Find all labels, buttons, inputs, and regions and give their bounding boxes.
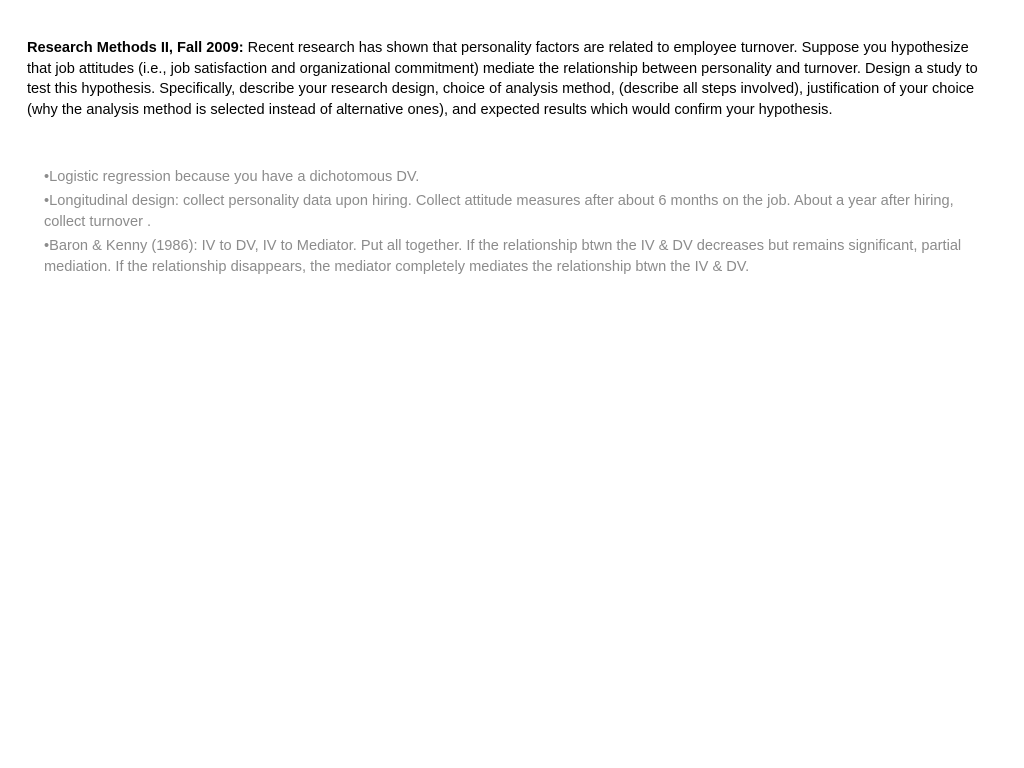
answer-item-longitudinal-design: •Longitudinal design: collect personality data upon hiring. Collect attitude measures after about 6 months on the job. About a year after hiring, collect turnover . (44, 192, 954, 230)
course-label: Research Methods II, Fall 2009: (27, 40, 244, 56)
answer-item-baron-kenny: •Baron & Kenny (1986): IV to DV, IV to Mediator. Put all together. If the relationship btwn the IV & DV decreases but remains significant, partial mediation. If the relationship disappears, the mediator completely mediates the relationship btwn the IV & DV. (44, 237, 962, 275)
question-text: Recent research has shown that personality factors are related to employee turnover. Suppose you hypothesize that job attitudes (i.e., job satisfaction and organizational commitment) mediate the relationship between personality and turnover. Design a study to test this hypothesis. Specifically, describe your research design, choice of analysis method, (describe all steps involved), justification of your choice (why the analysis method is selected instead of alternative ones), and expected results which would confirm your hypothesis. (27, 40, 978, 118)
answer-list (44, 167, 994, 281)
question-paragraph (27, 38, 992, 120)
answer-item-logistic-regression: •Logistic regression because you have a dichotomous DV. (44, 169, 420, 185)
